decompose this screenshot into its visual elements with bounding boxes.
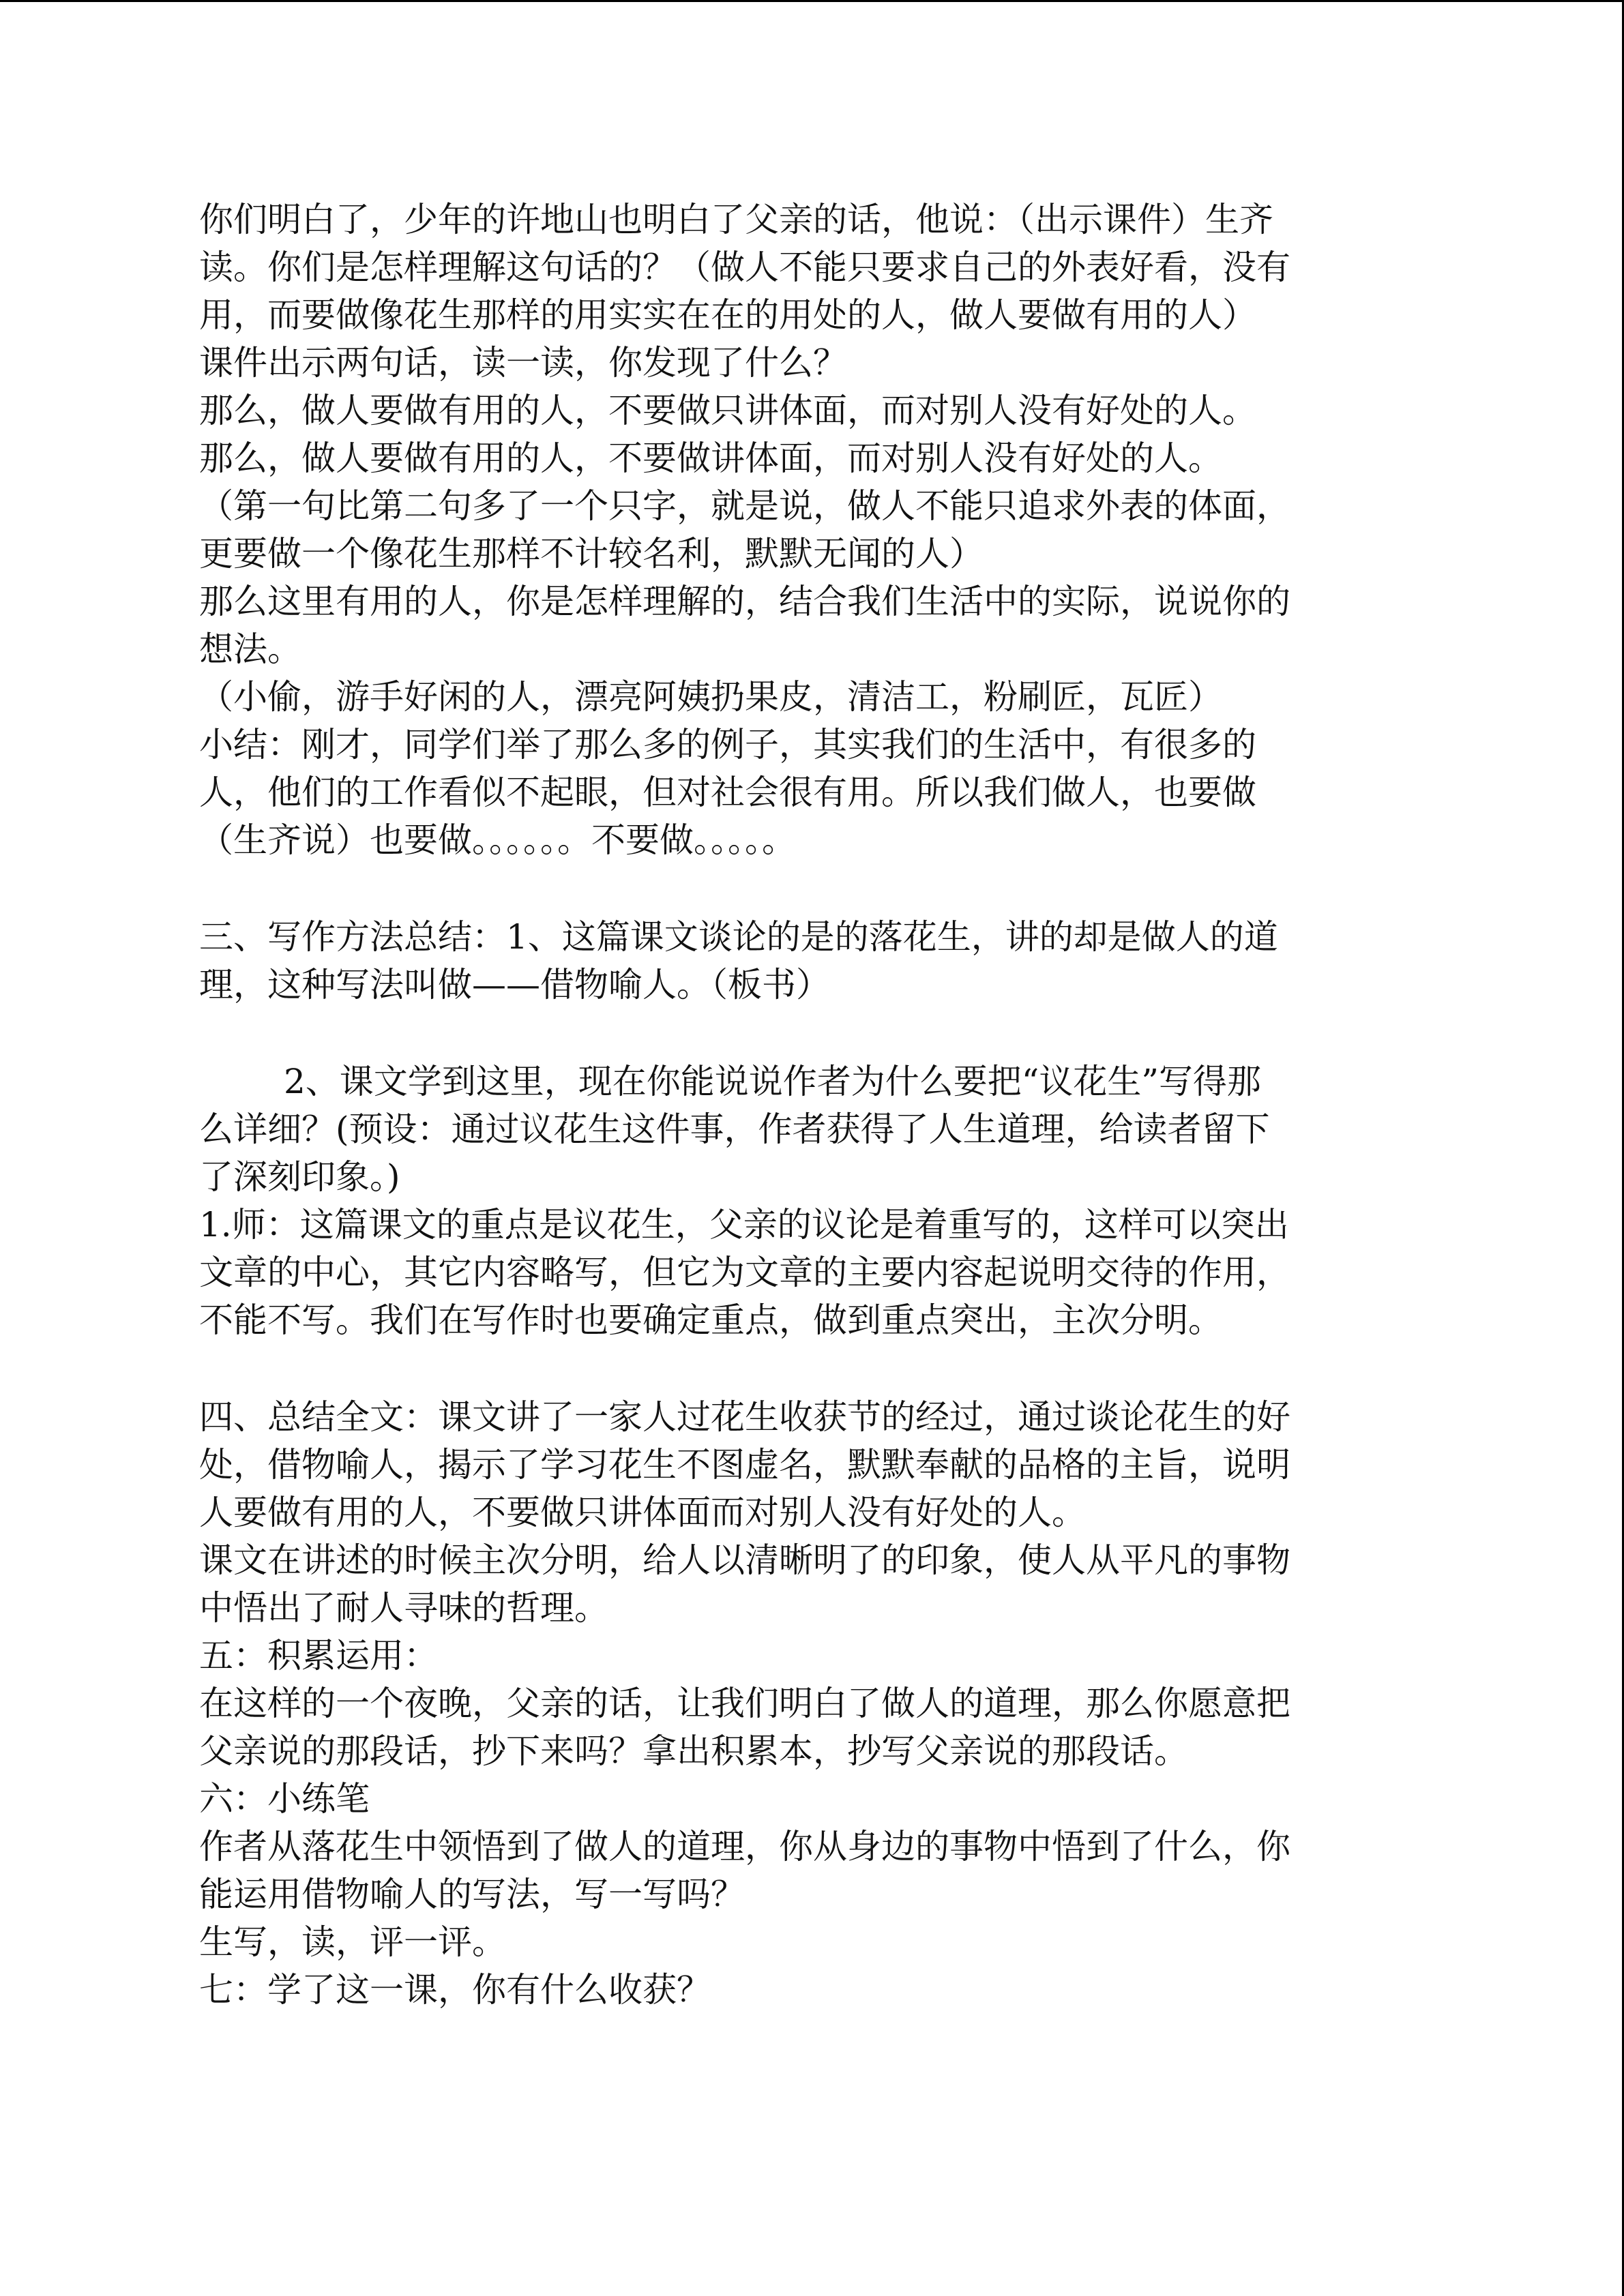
paragraph-gap <box>199 1009 1427 1058</box>
page-top-border <box>0 0 1624 2</box>
text-line: 在这样的一个夜晚，父亲的话，让我们明白了做人的道理，那么你愿意把 <box>199 1684 1290 1723</box>
text-line: 生写，读，评一评。 <box>199 1922 506 1962</box>
text-line: 1.师：这篇课文的重点是议花生，父亲的议论是着重写的，这样可以突出 <box>199 1205 1289 1244</box>
text-line: 中悟出了耐人寻味的哲理。 <box>199 1588 608 1628</box>
section-heading-line: 六：小练笔 <box>199 1779 370 1819</box>
text-line: 么详细？(预设：通过议花生这件事，作者获得了人生道理，给读者留下 <box>199 1109 1270 1149</box>
text-line: 那么这里有用的人，你是怎样理解的，结合我们生活中的实际，说说你的 <box>199 582 1290 621</box>
section-heading-line: 五：积累运用： <box>199 1636 438 1675</box>
section-heading-line: 三、写作方法总结：1、这篇课文谈论的是的落花生，讲的却是做人的道 <box>199 917 1278 957</box>
text-line: 能运用借物喻人的写法，写一写吗？ <box>199 1875 745 1914</box>
document-body <box>199 196 1427 2014</box>
text-line: （生齐说）也要做。。。。。。不要做。。。。。 <box>199 820 796 860</box>
text-line: 2、课文学到这里，现在你能说说作者为什么要把“议花生”写得那 <box>284 1062 1261 1101</box>
paragraph-gap <box>199 1344 1427 1393</box>
text-line: （小偷，游手好闲的人，漂亮阿姨扔果皮，清洁工，粉刷匠，瓦匠） <box>199 677 1222 717</box>
text-line: 想法。 <box>199 629 301 669</box>
text-line: 人，他们的工作看似不起眼，但对社会很有用。所以我们做人，也要做 <box>199 773 1256 812</box>
paragraph-gap <box>199 864 1427 913</box>
text-line: 了深刻印象。) <box>199 1157 400 1197</box>
text-line: 用，而要做像花生那样的用实实在在的用处的人，做人要做有用的人） <box>199 295 1256 335</box>
text-line: 更要做一个像花生那样不计较名利，默默无闻的人） <box>199 534 984 573</box>
text-line: 课件出示两句话，读一读，你发现了什么？ <box>199 343 847 383</box>
text-line: 那么，做人要做有用的人，不要做只讲体面，而对别人没有好处的人。 <box>199 391 1256 430</box>
text-line: 小结：刚才，同学们举了那么多的例子，其实我们的生活中，有很多的 <box>199 725 1256 764</box>
section-heading-line: 七：学了这一课，你有什么收获？ <box>199 1970 711 2010</box>
text-line: 读。你们是怎样理解这句话的？（做人不能只要求自己的外表好看，没有 <box>199 248 1290 287</box>
text-line: 课文在讲述的时候主次分明，给人以清晰明了的印象，使人从平凡的事物 <box>199 1540 1290 1580</box>
text-line: 作者从落花生中领悟到了做人的道理，你从身边的事物中悟到了什么，你 <box>199 1827 1290 1866</box>
text-line: 人要做有用的人，不要做只讲体面而对别人没有好处的人。 <box>199 1493 1086 1532</box>
text-line: 那么，做人要做有用的人，不要做讲体面，而对别人没有好处的人。 <box>199 438 1222 478</box>
section-heading-line: 四、总结全文：课文讲了一家人过花生收获节的经过，通过谈论花生的好 <box>199 1397 1290 1437</box>
text-line: 文章的中心，其它内容略写，但它为文章的主要内容起说明交待的作用， <box>199 1253 1290 1292</box>
text-line: 处，借物喻人，揭示了学习花生不图虚名，默默奉献的品格的主旨，说明 <box>199 1445 1290 1485</box>
text-line: 你们明白了，少年的许地山也明白了父亲的话，他说：（出示课件）生齐 <box>199 200 1273 239</box>
text-line: 理，这种写法叫做——借物喻人。（板书） <box>199 965 830 1004</box>
text-line: （第一句比第二句多了一个只字，就是说，做人不能只追求外表的体面， <box>199 486 1290 526</box>
text-line: 不能不写。我们在写作时也要确定重点，做到重点突出，主次分明。 <box>199 1300 1222 1340</box>
text-line: 父亲说的那段话，抄下来吗？拿出积累本，抄写父亲说的那段话。 <box>199 1731 1188 1771</box>
